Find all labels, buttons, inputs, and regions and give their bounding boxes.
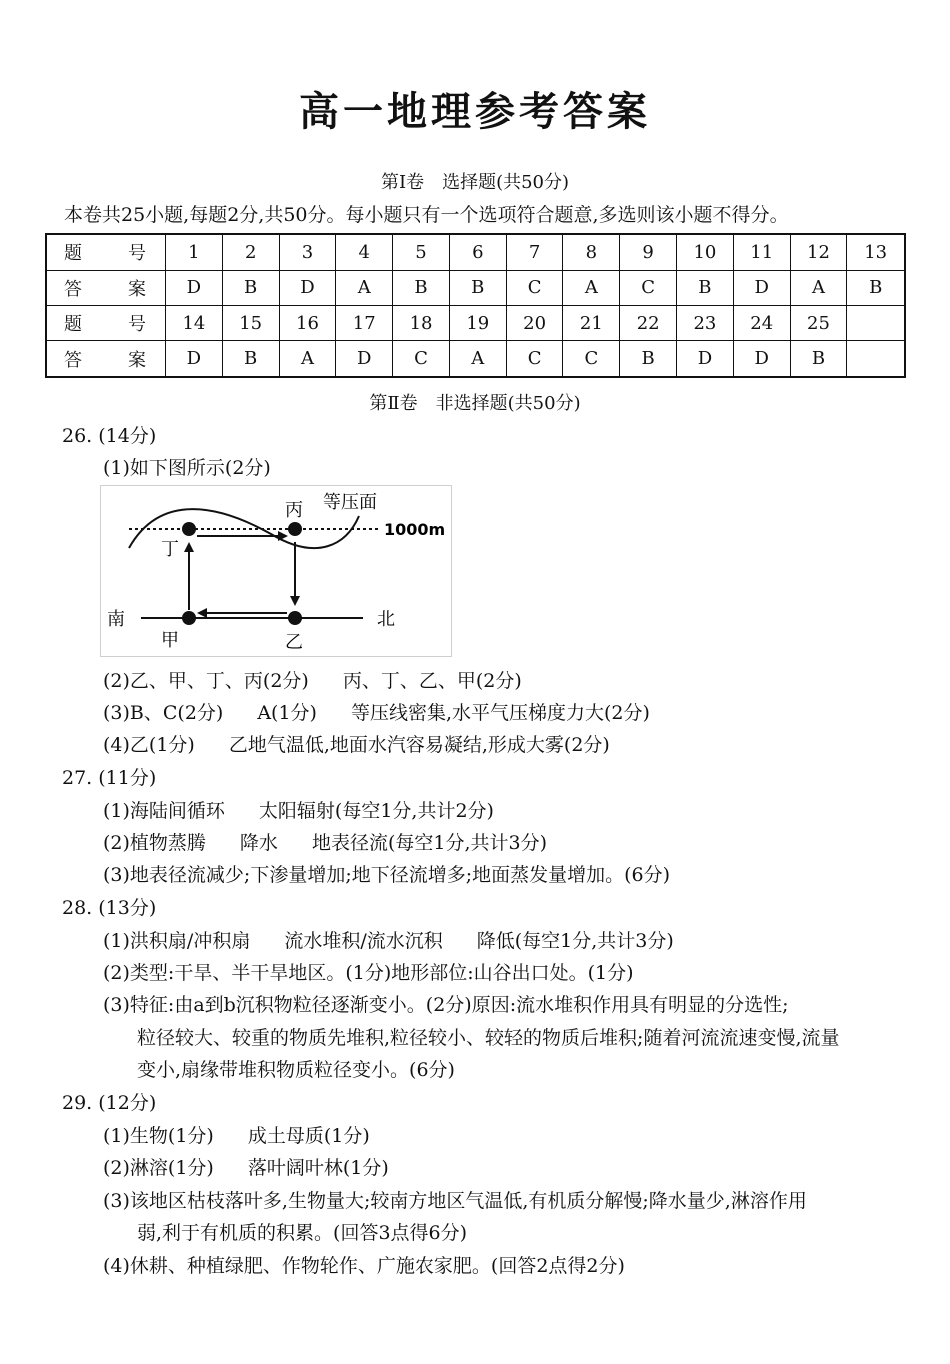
answer-cell: D	[166, 270, 223, 305]
question-number-cell: 23	[677, 305, 734, 340]
q27-part2	[103, 828, 547, 855]
question-number-cell: 16	[279, 305, 336, 340]
q26-part3-b: A(1分)	[257, 702, 317, 724]
question-number-cell: 14	[166, 305, 223, 340]
question-number-cell: 21	[563, 305, 620, 340]
question-number-cell: 11	[733, 234, 790, 270]
q27-part2-b: 降水	[239, 832, 278, 854]
table-row	[46, 234, 905, 270]
q26-part3-a: (3)B、C(2分)	[103, 702, 224, 724]
answer-cell: C	[563, 341, 620, 377]
row-header-answer: 答 案	[46, 270, 166, 305]
q26-part1: (1)如下图所示(2分)	[103, 457, 271, 479]
answer-cell: D	[677, 341, 734, 377]
question-number-cell: 20	[506, 305, 563, 340]
q26-part2	[103, 666, 522, 693]
q28-part3-line3: 变小,扇缘带堆积物质粒径变小。(6分)	[137, 1059, 455, 1081]
answer-cell	[847, 341, 905, 377]
q29-part4: (4)休耕、种植绿肥、作物轮作、广施农家肥。(回答2点得2分)	[103, 1255, 625, 1277]
answer-cell: A	[336, 270, 393, 305]
q28-part1-b: 流水堆积/流水沉积	[284, 930, 443, 952]
q28-number: 28. (13分)	[62, 897, 157, 919]
q28-part3-line2: 粒径较大、较重的物质先堆积,粒径较小、较轻的物质后堆积;随着河流流速变慢,流量	[137, 1027, 840, 1049]
q26-part4-a: (4)乙(1分)	[103, 734, 195, 756]
label-bing: 丙	[285, 500, 303, 521]
q29-number: 29. (12分)	[62, 1092, 157, 1114]
answer-cell: A	[279, 341, 336, 377]
answer-cell: B	[393, 270, 450, 305]
q29-part3-line1: (3)该地区枯枝落叶多,生物量大;较南方地区气温低,有机质分解慢;降水量少,淋溶作用	[103, 1190, 807, 1212]
answer-cell: B	[449, 270, 506, 305]
answer-cell: D	[166, 341, 223, 377]
answer-cell: D	[733, 270, 790, 305]
row-header-question: 题 号	[46, 305, 166, 340]
question-number-cell: 4	[336, 234, 393, 270]
row-header-answer: 答 案	[46, 341, 166, 377]
label-south: 南	[107, 609, 125, 630]
q27-number: 27. (11分)	[62, 767, 157, 789]
q27-part3: (3)地表径流减少;下渗量增加;地下径流增多;地面蒸发量增加。(6分)	[103, 864, 671, 886]
answer-cell: D	[733, 341, 790, 377]
question-number-cell: 5	[393, 234, 450, 270]
q26-number: 26. (14分)	[62, 425, 157, 447]
answer-cell: A	[790, 270, 847, 305]
question-number-cell: 2	[222, 234, 279, 270]
q26-part4-b: 乙地气温低,地面水汽容易凝结,形成大雾(2分)	[228, 734, 610, 756]
q29-part3-line2: 弱,利于有机质的积累。(回答3点得6分)	[137, 1222, 468, 1244]
question-number-cell: 8	[563, 234, 620, 270]
q29-part2	[103, 1153, 389, 1180]
label-ding: 丁	[161, 539, 179, 560]
q28-part1-a: (1)洪积扇/冲积扇	[103, 930, 251, 952]
answer-cell: A	[563, 270, 620, 305]
answer-cell: A	[449, 341, 506, 377]
q28-part3-line1: (3)特征:由a到b沉积物粒径逐渐变小。(2分)原因:流水堆积作用具有明显的分选性;	[103, 994, 789, 1016]
question-number-cell: 18	[393, 305, 450, 340]
q26-part2-b: 丙、丁、乙、甲(2分)	[342, 670, 522, 692]
diagram-svg	[101, 486, 451, 656]
question-number-cell	[847, 305, 905, 340]
question-number-cell: 12	[790, 234, 847, 270]
answer-cell: B	[620, 341, 677, 377]
label-1000m: 1000m	[384, 520, 446, 539]
question-number-cell: 13	[847, 234, 905, 270]
q29-part1	[103, 1121, 370, 1148]
point-ding	[182, 522, 196, 536]
answer-table	[45, 233, 906, 378]
table-row	[46, 305, 905, 340]
section2-heading: 第Ⅱ卷 非选择题(共50分)	[369, 393, 581, 414]
question-number-cell: 17	[336, 305, 393, 340]
page-title: 高一地理参考答案	[299, 89, 651, 135]
q29-part1-b: 成土母质(1分)	[247, 1125, 370, 1147]
question-number-cell: 3	[279, 234, 336, 270]
question-number-cell: 1	[166, 234, 223, 270]
point-jia	[182, 611, 196, 625]
question-number-cell: 24	[733, 305, 790, 340]
q27-part2-a: (2)植物蒸腾	[103, 832, 206, 854]
row-header-question: 题 号	[46, 234, 166, 270]
question-number-cell: 22	[620, 305, 677, 340]
question-number-cell: 19	[449, 305, 506, 340]
q29-part2-b: 落叶阔叶林(1分)	[247, 1157, 389, 1179]
question-number-cell: 10	[677, 234, 734, 270]
answer-cell: C	[620, 270, 677, 305]
answer-cell: B	[847, 270, 905, 305]
q27-part1-a: (1)海陆间循环	[103, 800, 225, 822]
q28-part1-c: 降低(每空1分,共计3分)	[476, 930, 674, 952]
label-north: 北	[377, 609, 395, 630]
answer-cell: B	[222, 270, 279, 305]
answer-cell: C	[393, 341, 450, 377]
section1-heading: 第Ⅰ卷 选择题(共50分)	[380, 172, 570, 193]
question-number-cell: 15	[222, 305, 279, 340]
atmospheric-circulation-diagram	[100, 485, 452, 657]
label-isobar: 等压面	[323, 492, 377, 513]
point-bing	[288, 522, 302, 536]
q27-part2-c: 地表径流(每空1分,共计3分)	[311, 832, 547, 854]
label-yi: 乙	[285, 632, 303, 653]
q27-part1	[103, 796, 494, 823]
q26-part3-c: 等压线密集,水平气压梯度力大(2分)	[350, 702, 650, 724]
question-number-cell: 25	[790, 305, 847, 340]
question-number-cell: 9	[620, 234, 677, 270]
q28-part1	[103, 926, 674, 953]
label-jia: 甲	[161, 630, 179, 651]
point-yi	[288, 611, 302, 625]
q26-part4	[103, 730, 610, 757]
table-row	[46, 270, 905, 305]
answer-cell: B	[790, 341, 847, 377]
q29-part2-a: (2)淋溶(1分)	[103, 1157, 214, 1179]
section1-intro: 本卷共25小题,每题2分,共50分。每小题只有一个选项符合题意,多选则该小题不得分。	[64, 204, 789, 226]
q26-part3	[103, 698, 650, 725]
q26-part2-a: (2)乙、甲、丁、丙(2分)	[103, 670, 309, 692]
answer-cell: D	[336, 341, 393, 377]
answer-cell: D	[279, 270, 336, 305]
q27-part1-b: 太阳辐射(每空1分,共计2分)	[258, 800, 494, 822]
answer-cell: B	[222, 341, 279, 377]
table-row	[46, 341, 905, 377]
answer-cell: C	[506, 270, 563, 305]
q28-part2: (2)类型:干旱、半干旱地区。(1分)地形部位:山谷出口处。(1分)	[103, 962, 634, 984]
question-number-cell: 6	[449, 234, 506, 270]
answer-cell: B	[677, 270, 734, 305]
q29-part1-a: (1)生物(1分)	[103, 1125, 214, 1147]
question-number-cell: 7	[506, 234, 563, 270]
answer-cell: C	[506, 341, 563, 377]
